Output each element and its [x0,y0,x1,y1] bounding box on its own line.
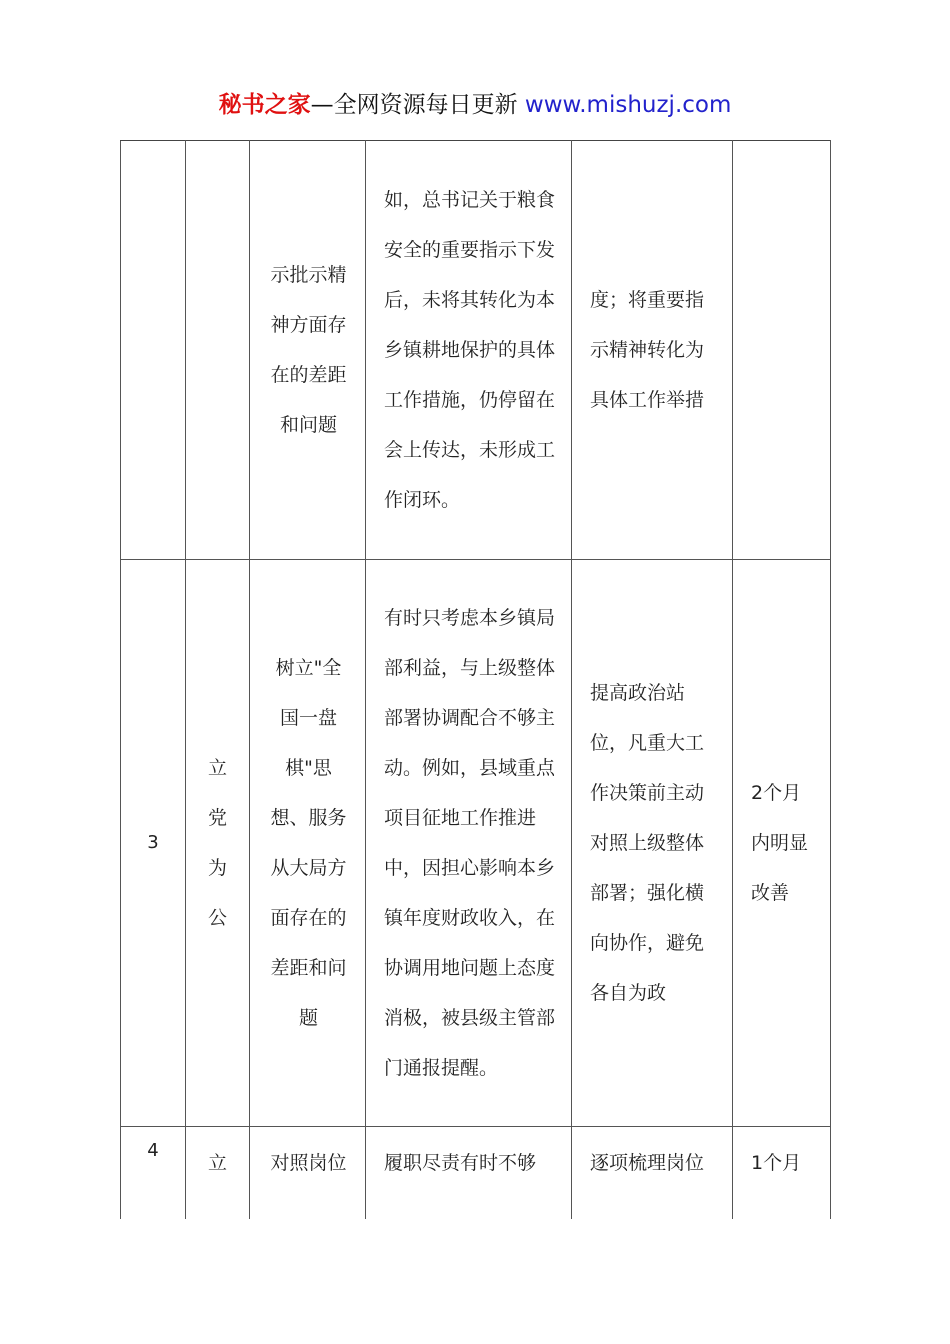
row-measure: 逐项梳理岗位 [572,1127,733,1220]
row-deadline: 2个月内明显改善 [733,560,831,1127]
row-category: 立党为公 [186,560,250,1127]
row-deadline: 1个月 [733,1127,831,1220]
table-row [121,141,831,560]
header-slogan: —全网资源每日更新 [310,92,518,118]
row-item: 示批示精神方面存在的差距和问题 [250,141,366,560]
row-category: 立 [186,1127,250,1220]
row-problem: 如，总书记关于粮食安全的重要指示下发后，未将其转化为本乡镇耕地保护的具体工作措施，仍停留在会上传达，未形成工作闭环。 [366,141,572,560]
row-measure: 度；将重要指示精神转化为具体工作举措 [572,141,733,560]
brand-name: 秘书之家 [218,92,311,118]
row-problem: 有时只考虑本乡镇局部利益，与上级整体部署协调配合不够主动。例如，县域重点项目征地工作推进中，因担心影响本乡镇年度财政收入，在协调用地问题上态度消极，被县级主管部门通报提醒。 [366,560,572,1127]
rectification-table [120,140,831,1219]
row-item: 对照岗位 [250,1127,366,1220]
table-row [121,1127,831,1220]
site-url[interactable]: www.mishuzj.com [524,92,732,118]
row-number: 4 [121,1127,186,1220]
table-row [121,560,831,1127]
row-number: 3 [121,560,186,1127]
row-number [121,141,186,560]
page-header [0,88,950,122]
row-deadline [733,141,831,560]
row-category [186,141,250,560]
row-item: 树立"全国一盘棋"思想、服务从大局方面存在的差距和问题 [250,560,366,1127]
row-problem: 履职尽责有时不够 [366,1127,572,1220]
row-measure: 提高政治站位，凡重大工作决策前主动对照上级整体部署；强化横向协作，避免各自为政 [572,560,733,1127]
